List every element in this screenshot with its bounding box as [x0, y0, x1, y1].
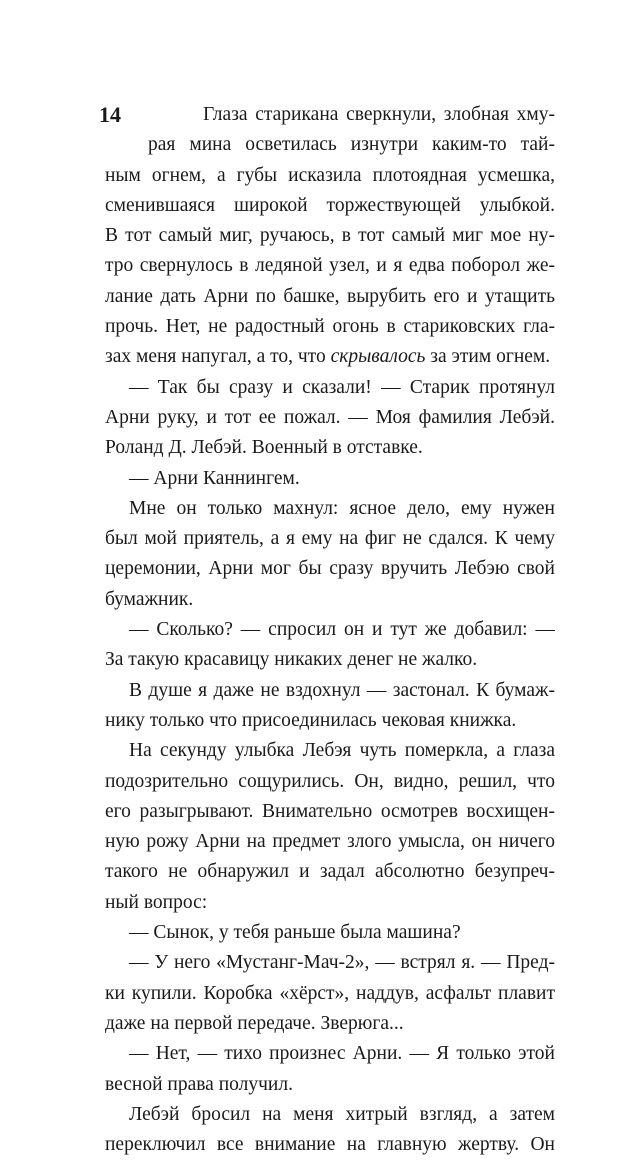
- text-line-content: переключил все внимание на главную жертву. Он: [105, 1134, 555, 1156]
- text-line: [105, 464, 555, 494]
- text-line-content: тро свернулось в ледяной узел, и я едва поборол же-: [105, 255, 555, 277]
- text-line: [105, 1100, 555, 1130]
- text-line: [105, 585, 555, 615]
- text-line: [105, 554, 555, 584]
- text-line-content: церемонии, Арни мог бы сразу вручить Лебэю свой: [105, 558, 555, 580]
- text-line-content: Мне он только махнул: ясное дело, ему нужен: [129, 497, 555, 519]
- text-line: [105, 494, 555, 524]
- text-line-content: прочь. Нет, не радостный огонь в стариковских гла-: [105, 316, 555, 338]
- text-line-content: Арни руку, и тот ее пожал. — Моя фамилия Лебэй.: [105, 406, 555, 428]
- text-line-content: ную рожу Арни на предмет злого умысла, он ничего: [105, 831, 555, 853]
- text-line-content: весной права получил.: [105, 1073, 293, 1095]
- text-line-content: Лебэй бросил на меня хитрый взгляд, а затем: [129, 1103, 555, 1125]
- text-line: [105, 706, 555, 736]
- text-line: [105, 251, 555, 281]
- text-line-content: рая мина осветилась изнутри каким-то тай-: [148, 134, 555, 156]
- text-line-content: был мой приятель, а я ему на фиг не сдался. К чему: [105, 528, 555, 550]
- text-line-content: — У него «Мустанг-Мач-2», — встрял я. — Пред-: [129, 952, 555, 974]
- text-line-content: его разыгрывают. Внимательно осмотрев восхищен-: [105, 800, 555, 822]
- text-line: [105, 282, 555, 312]
- text-line: [105, 827, 555, 857]
- text-line-content: — Арни Каннингем.: [129, 467, 300, 489]
- text-line-content: — Так бы сразу и сказали! — Старик протянул: [129, 376, 555, 398]
- text-line: [105, 645, 555, 675]
- text-line: [105, 433, 555, 463]
- text-line-content: Глаза старикана сверкнули, злобная хму-: [203, 104, 555, 125]
- text-line: [105, 312, 555, 342]
- text-line: [105, 979, 555, 1009]
- text-line-content: нику только что присоединилась чековая книжка.: [105, 709, 517, 731]
- text-line: [105, 161, 555, 191]
- text-line-content: В душе я даже не вздохнул — застонал. К бумаж-: [129, 679, 555, 701]
- text-line: [105, 948, 555, 978]
- text-line-content: На секунду улыбка Лебэя чуть померкла, а глаза: [129, 740, 555, 762]
- text-line: [105, 130, 555, 160]
- text-line: [105, 403, 555, 433]
- text-line-content: ным огнем, а губы исказила плотоядная усмешка,: [105, 164, 555, 186]
- text-line-content: такого не обнаружил и задал абсолютно безупреч-: [105, 861, 555, 883]
- text-line: [105, 615, 555, 645]
- body-text: [105, 100, 555, 1160]
- text-line-content: Роланд Д. Лебэй. Военный в отставке.: [105, 437, 423, 459]
- text-line: [105, 100, 555, 130]
- text-line: [105, 797, 555, 827]
- text-line-content: — Сколько? — спросил он и тут же добавил: —: [129, 619, 555, 641]
- text-line-content: За такую красавицу никаких денег не жалко.: [105, 649, 478, 671]
- text-line-content: даже на первой передаче. Зверюга...: [105, 1012, 404, 1034]
- page-number: 14: [99, 102, 121, 127]
- text-line-content: ки купили. Коробка «хёрст», наддув, асфальт плавит: [105, 982, 555, 1004]
- text-line: [105, 736, 555, 766]
- emphasized-word: скрывалось: [330, 346, 426, 368]
- text-line-content: — Нет, — тихо произнес Арни. — Я только этой: [129, 1043, 555, 1065]
- text-line: [105, 1130, 555, 1160]
- text-line: [105, 857, 555, 887]
- text-line-content: зах меня напугал, а то, что: [105, 346, 326, 368]
- text-line-content: — Сынок, у тебя раньше была машина?: [129, 922, 461, 944]
- text-line-content: В тот самый миг, ручаюсь, в тот самый миг мое ну-: [105, 225, 555, 247]
- text-line: [105, 888, 555, 918]
- text-line-content: ный вопрос:: [105, 891, 208, 913]
- text-line: [105, 1039, 555, 1069]
- text-line-content: лание дать Арни по башке, вырубить его и утащить: [105, 285, 555, 307]
- text-line: [105, 191, 555, 221]
- text-line: [105, 1070, 555, 1100]
- text-line-content: подозрительно сощурились. Он, видно, решил, что: [105, 770, 555, 792]
- text-line: [105, 524, 555, 554]
- text-line: [105, 1009, 555, 1039]
- text-line-tail: за этим огнем.: [425, 346, 551, 368]
- text-line-content: сменившаяся широкой торжествующей улыбкой.: [105, 194, 555, 216]
- text-line: [105, 767, 555, 797]
- text-line: [105, 373, 555, 403]
- text-line-content: бумажник.: [105, 588, 194, 610]
- text-line: [105, 342, 555, 372]
- text-line: [105, 918, 555, 948]
- text-line: [105, 221, 555, 251]
- text-line: [105, 676, 555, 706]
